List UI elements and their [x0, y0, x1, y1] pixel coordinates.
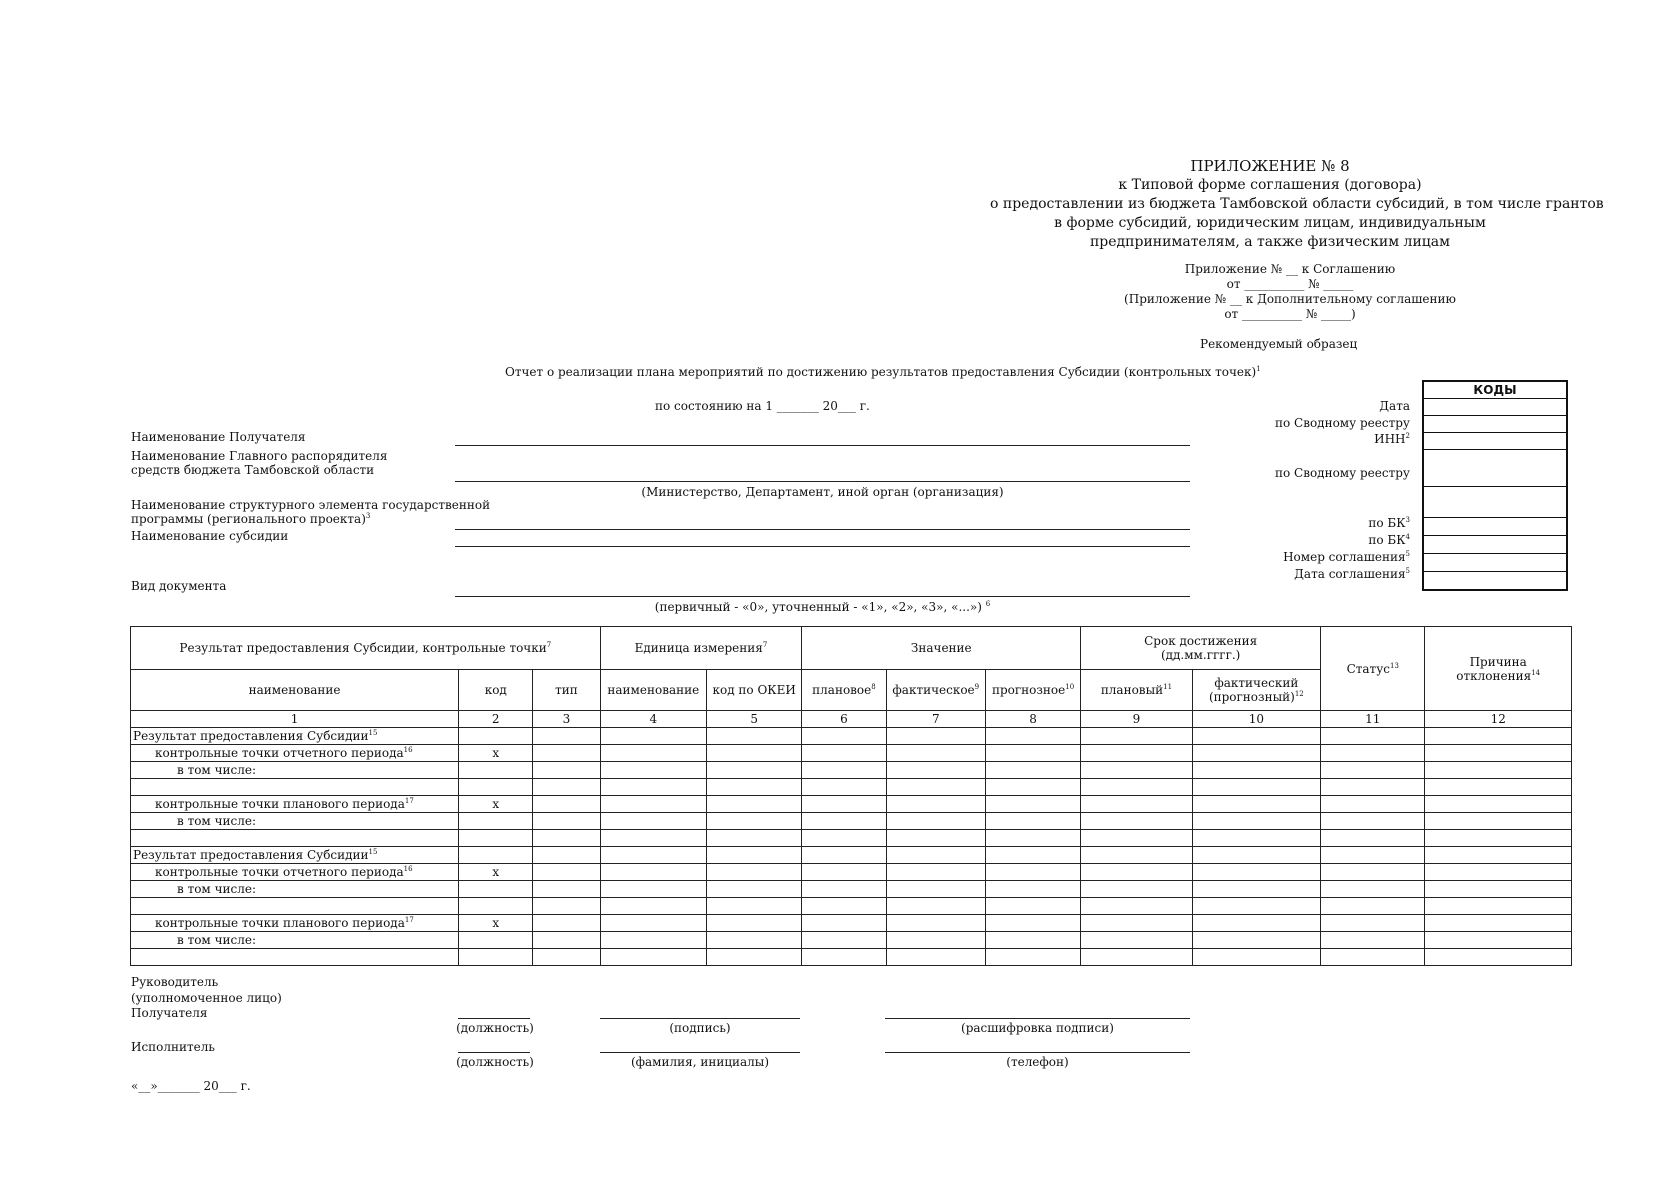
row-value-cell[interactable]	[600, 949, 706, 966]
row-value-cell[interactable]	[985, 830, 1080, 847]
row-value-cell[interactable]	[706, 847, 801, 864]
row-value-cell[interactable]	[706, 949, 801, 966]
row-code-cell[interactable]: x	[459, 745, 533, 762]
row-value-cell[interactable]	[1425, 898, 1572, 915]
row-value-cell[interactable]	[706, 796, 801, 813]
row-value-cell[interactable]	[533, 898, 600, 915]
agreement-appendix-line: (Приложение № __ к Дополнительному соглашению	[1124, 292, 1456, 306]
row-value-cell[interactable]	[600, 932, 706, 949]
row-value-cell[interactable]	[600, 728, 706, 745]
row-value-cell[interactable]	[1321, 830, 1425, 847]
row-value-cell[interactable]	[1321, 728, 1425, 745]
row-value-cell[interactable]	[1425, 745, 1572, 762]
row-code-cell[interactable]: x	[459, 915, 533, 932]
row-value-cell[interactable]	[1425, 830, 1572, 847]
row-value-cell[interactable]	[1192, 830, 1320, 847]
table-row	[131, 813, 1572, 830]
row-value-cell[interactable]	[1081, 762, 1192, 779]
code-registry-cell[interactable]	[1424, 416, 1566, 433]
row-value-cell[interactable]	[802, 813, 886, 830]
column-number: 10	[1192, 711, 1320, 728]
column-number: 7	[886, 711, 985, 728]
doc-type-label: Вид документа	[131, 579, 227, 593]
row-value-cell[interactable]	[985, 779, 1080, 796]
row-value-cell[interactable]	[533, 881, 600, 898]
col-actual-header: фактическое$^9$	[886, 670, 985, 711]
row-value-cell[interactable]	[886, 847, 985, 864]
row-value-cell[interactable]	[1081, 932, 1192, 949]
row-value-cell[interactable]	[1321, 881, 1425, 898]
row-value-cell[interactable]	[600, 881, 706, 898]
row-value-cell[interactable]	[1321, 864, 1425, 881]
row-value-cell[interactable]	[1081, 915, 1192, 932]
report-title	[505, 365, 1261, 379]
row-value-cell[interactable]	[533, 779, 600, 796]
table-row	[131, 864, 1572, 881]
row-value-cell[interactable]	[706, 932, 801, 949]
row-value-cell[interactable]	[600, 813, 706, 830]
column-number: 1	[131, 711, 459, 728]
struct-element-label: Наименование структурного элемента государственной программы (регионального проекта)$^3$	[131, 498, 491, 526]
codes-box	[1422, 380, 1568, 591]
row-value-cell[interactable]	[533, 745, 600, 762]
table-row	[131, 881, 1572, 898]
row-value-cell[interactable]	[1081, 949, 1192, 966]
agreement-appendix-line: Приложение № __ к Соглашению	[1184, 262, 1396, 276]
code-inn-cell[interactable]	[1424, 433, 1566, 450]
executor-name-line[interactable]	[600, 1052, 800, 1053]
row-value-cell[interactable]	[802, 779, 886, 796]
table-row	[131, 728, 1572, 745]
row-code-cell[interactable]	[459, 813, 533, 830]
table-row	[131, 745, 1572, 762]
row-value-cell[interactable]	[600, 796, 706, 813]
code-date-cell[interactable]	[1424, 399, 1566, 416]
row-name-cell[interactable]: Результат предоставления Субсидии$^{15}$	[131, 847, 459, 864]
col-planned-header: плановое$^8$	[802, 670, 886, 711]
column-number: 9	[1081, 711, 1192, 728]
row-name-cell[interactable]	[131, 898, 459, 915]
row-value-cell[interactable]	[886, 864, 985, 881]
row-value-cell[interactable]	[1425, 796, 1572, 813]
column-number: 8	[985, 711, 1080, 728]
row-name-cell[interactable]	[131, 830, 459, 847]
codes-label-bk-1: по $БК^3$	[1368, 516, 1410, 530]
row-value-cell[interactable]	[533, 796, 600, 813]
row-value-cell[interactable]	[802, 915, 886, 932]
row-code-cell[interactable]	[459, 779, 533, 796]
row-value-cell[interactable]	[1321, 762, 1425, 779]
row-value-cell[interactable]	[706, 898, 801, 915]
row-value-cell[interactable]	[985, 847, 1080, 864]
row-value-cell[interactable]	[985, 949, 1080, 966]
col-term-planned-header: плановый$^{11}$	[1081, 670, 1192, 711]
row-value-cell[interactable]	[1321, 932, 1425, 949]
row-value-cell[interactable]	[886, 813, 985, 830]
col-unit-name-header: наименование	[600, 670, 706, 711]
column-number: 6	[802, 711, 886, 728]
row-value-cell[interactable]	[802, 932, 886, 949]
report-title-sup: 1	[1256, 365, 1261, 373]
row-code-cell[interactable]	[459, 881, 533, 898]
recipient-label: Наименование Получателя	[131, 430, 306, 444]
row-value-cell[interactable]	[1425, 864, 1572, 881]
reason-header: Причина отклонения$^{14}$	[1425, 627, 1572, 711]
row-value-cell[interactable]	[1425, 762, 1572, 779]
recommended-sample: Рекомендуемый образец	[1200, 337, 1358, 351]
manager-label: Наименование Главного распорядителя средств бюджета Тамбовской области	[131, 449, 388, 477]
row-value-cell[interactable]	[1081, 813, 1192, 830]
row-name-cell[interactable]: в том числе:	[131, 762, 459, 779]
row-name-cell[interactable]: контрольные точки планового периода$^{17}$	[131, 796, 459, 813]
row-value-cell[interactable]	[1425, 949, 1572, 966]
row-value-cell[interactable]	[1321, 796, 1425, 813]
row-value-cell[interactable]	[1321, 898, 1425, 915]
row-value-cell[interactable]	[985, 728, 1080, 745]
code-registry-2-cell[interactable]	[1424, 450, 1566, 487]
appendix-title: ПРИЛОЖЕНИЕ № 8	[1190, 157, 1350, 175]
column-number: 5	[706, 711, 801, 728]
status-header: Статус$^{13}$	[1321, 627, 1425, 711]
agreement-appendix-line: от __________ № _____)	[1224, 307, 1356, 321]
codes-title: КОДЫ	[1424, 382, 1566, 399]
row-name-cell[interactable]: контрольные точки планового периода$^{17}$	[131, 915, 459, 932]
row-value-cell[interactable]	[1425, 847, 1572, 864]
row-value-cell[interactable]	[706, 915, 801, 932]
row-value-cell[interactable]	[706, 762, 801, 779]
row-value-cell[interactable]	[1425, 813, 1572, 830]
table-row	[131, 915, 1572, 932]
manager-field-line[interactable]	[455, 481, 1190, 482]
col-term-actual-header: фактический (прогнозный)$^{12}$	[1192, 670, 1320, 711]
row-value-cell[interactable]	[706, 813, 801, 830]
col-okei-header: код по ОКЕИ	[706, 670, 801, 711]
row-value-cell[interactable]	[802, 728, 886, 745]
row-value-cell[interactable]	[985, 881, 1080, 898]
row-value-cell[interactable]	[1425, 915, 1572, 932]
row-value-cell[interactable]	[706, 745, 801, 762]
row-value-cell[interactable]	[886, 898, 985, 915]
row-value-cell[interactable]	[1081, 898, 1192, 915]
row-value-cell[interactable]	[1321, 847, 1425, 864]
row-value-cell[interactable]	[886, 915, 985, 932]
doc-type-hint: (первичный - «0», уточненный - «1», «2», «3», «...») $^6$	[654, 600, 991, 614]
row-name-cell[interactable]: Результат предоставления Субсидии$^{15}$	[131, 728, 459, 745]
row-value-cell[interactable]	[985, 932, 1080, 949]
row-value-cell[interactable]	[886, 796, 985, 813]
executor-label: Исполнитель	[131, 1040, 215, 1054]
row-value-cell[interactable]	[886, 745, 985, 762]
row-value-cell[interactable]	[533, 932, 600, 949]
column-number: 11	[1321, 711, 1425, 728]
row-value-cell[interactable]	[706, 881, 801, 898]
row-value-cell[interactable]	[1425, 728, 1572, 745]
table-row	[131, 898, 1572, 915]
row-name-cell[interactable]: в том числе:	[131, 813, 459, 830]
codes-label-registry: по Сводному реестру	[1274, 416, 1410, 430]
row-value-cell[interactable]	[802, 898, 886, 915]
row-value-cell[interactable]	[1081, 847, 1192, 864]
row-value-cell[interactable]	[600, 898, 706, 915]
row-value-cell[interactable]	[802, 881, 886, 898]
row-value-cell[interactable]	[1192, 949, 1320, 966]
appendix-subtitle: о предоставлении из бюджета Тамбовской области субсидий, в том числе грантов	[990, 196, 1604, 212]
row-value-cell[interactable]	[1081, 779, 1192, 796]
row-code-cell[interactable]	[459, 898, 533, 915]
row-value-cell[interactable]	[706, 728, 801, 745]
row-value-cell[interactable]	[1321, 745, 1425, 762]
row-value-cell[interactable]	[600, 864, 706, 881]
group-term-header: Срок достижения (дд.мм.гггг.)	[1081, 627, 1321, 670]
executor-phone-line[interactable]	[885, 1052, 1190, 1053]
row-value-cell[interactable]	[886, 728, 985, 745]
row-value-cell[interactable]	[802, 847, 886, 864]
row-code-cell[interactable]	[459, 728, 533, 745]
row-value-cell[interactable]	[886, 830, 985, 847]
row-value-cell[interactable]	[533, 728, 600, 745]
agreement-appendix-block	[1080, 262, 1500, 322]
recipient-field-line[interactable]	[455, 445, 1190, 446]
row-code-cell[interactable]	[459, 949, 533, 966]
row-value-cell[interactable]	[886, 762, 985, 779]
appendix-subtitle: к Типовой форме соглашения (договора)	[1118, 177, 1422, 193]
row-code-cell[interactable]	[459, 847, 533, 864]
column-number: 4	[600, 711, 706, 728]
row-name-cell[interactable]	[131, 949, 459, 966]
col-type-header: тип	[533, 670, 600, 711]
row-value-cell[interactable]	[1192, 898, 1320, 915]
struct-field-line[interactable]	[455, 529, 1190, 530]
row-value-cell[interactable]	[1081, 796, 1192, 813]
row-value-cell[interactable]	[1192, 745, 1320, 762]
agreement-appendix-line: от __________ № _____	[1226, 277, 1354, 291]
appendix-header	[990, 157, 1604, 252]
row-value-cell[interactable]	[1321, 915, 1425, 932]
column-numbers-row	[131, 711, 1572, 728]
codes-label-bk-2: по $БК^4$	[1368, 533, 1410, 547]
code-empty-cell[interactable]	[1424, 487, 1566, 518]
column-number: 12	[1425, 711, 1572, 728]
row-code-cell[interactable]	[459, 830, 533, 847]
row-value-cell[interactable]	[985, 898, 1080, 915]
row-value-cell[interactable]	[600, 779, 706, 796]
row-value-cell[interactable]	[1081, 864, 1192, 881]
row-name-cell[interactable]: в том числе:	[131, 881, 459, 898]
row-value-cell[interactable]	[1081, 728, 1192, 745]
row-value-cell[interactable]	[533, 813, 600, 830]
group-value-header: Значение	[802, 627, 1081, 670]
row-value-cell[interactable]	[600, 830, 706, 847]
appendix-subtitle: в форме субсидий, юридическим лицам, индивидуальным	[1054, 215, 1486, 231]
row-name-cell[interactable]: в том числе:	[131, 932, 459, 949]
appendix-subtitle: предпринимателям, а также физическим лицам	[1089, 234, 1451, 250]
row-name-cell[interactable]: контрольные точки отчетного периода$^{16}$	[131, 745, 459, 762]
row-value-cell[interactable]	[600, 915, 706, 932]
row-value-cell[interactable]	[985, 915, 1080, 932]
phone-hint: (телефон)	[1006, 1055, 1069, 1069]
row-value-cell[interactable]	[985, 864, 1080, 881]
codes-label-registry-2: по Сводному реестру	[1274, 466, 1410, 480]
row-value-cell[interactable]	[1192, 728, 1320, 745]
group-result-header: Результат предоставления Субсидии, контрольные точки$^7$	[131, 627, 601, 670]
decoding-hint: (расшифровка подписи)	[961, 1021, 1114, 1035]
row-value-cell[interactable]	[1192, 813, 1320, 830]
column-number: 2	[459, 711, 533, 728]
results-table	[130, 626, 1572, 966]
signature-line[interactable]	[600, 1018, 800, 1019]
codes-label-agreement-date: Дата соглашения$^5$	[1294, 567, 1410, 581]
row-value-cell[interactable]	[1192, 847, 1320, 864]
code-bk-2-cell[interactable]	[1424, 536, 1566, 554]
row-value-cell[interactable]	[985, 762, 1080, 779]
name-initials-hint: (фамилия, инициалы)	[630, 1055, 770, 1069]
row-code-cell[interactable]	[459, 762, 533, 779]
doc-type-field-line[interactable]	[455, 596, 1190, 597]
row-value-cell[interactable]	[886, 881, 985, 898]
code-bk-1-cell[interactable]	[1424, 518, 1566, 536]
row-value-cell[interactable]	[1192, 915, 1320, 932]
column-number: 3	[533, 711, 600, 728]
row-value-cell[interactable]	[706, 830, 801, 847]
table-row	[131, 796, 1572, 813]
table-row	[131, 762, 1572, 779]
row-value-cell[interactable]	[1425, 881, 1572, 898]
codes-label-inn: ИНН$^2$	[1374, 432, 1410, 446]
row-code-cell[interactable]: x	[459, 796, 533, 813]
table-row	[131, 949, 1572, 966]
row-value-cell[interactable]	[1192, 779, 1320, 796]
table-row	[131, 932, 1572, 949]
executor-position-line[interactable]	[458, 1052, 530, 1053]
row-value-cell[interactable]	[886, 779, 985, 796]
col-forecast-header: прогнозное$^{10}$	[985, 670, 1080, 711]
row-value-cell[interactable]	[985, 796, 1080, 813]
row-name-cell[interactable]: контрольные точки отчетного периода$^{16}$	[131, 864, 459, 881]
row-value-cell[interactable]	[1192, 864, 1320, 881]
report-title-text: Отчет о реализации плана мероприятий по достижению результатов предоставления Субсидии (контрольных точек)	[505, 365, 1257, 379]
row-name-cell[interactable]	[131, 779, 459, 796]
row-value-cell[interactable]	[886, 949, 985, 966]
row-value-cell[interactable]	[802, 762, 886, 779]
row-value-cell[interactable]	[1192, 762, 1320, 779]
col-name-header: наименование	[131, 670, 459, 711]
row-value-cell[interactable]	[1321, 813, 1425, 830]
row-value-cell[interactable]	[533, 949, 600, 966]
row-code-cell[interactable]	[459, 932, 533, 949]
position-hint: (должность)	[456, 1021, 534, 1035]
code-agreement-date-cell[interactable]	[1424, 572, 1566, 589]
row-value-cell[interactable]	[985, 745, 1080, 762]
row-value-cell[interactable]	[600, 762, 706, 779]
row-value-cell[interactable]	[533, 915, 600, 932]
signature-date-line: «__»_______ 20___ г.	[131, 1079, 251, 1093]
manager-hint: (Министерство, Департамент, иной орган (организация)	[641, 485, 1004, 499]
row-value-cell[interactable]	[802, 864, 886, 881]
table-row	[131, 847, 1572, 864]
table-row	[131, 830, 1572, 847]
row-value-cell[interactable]	[706, 779, 801, 796]
row-value-cell[interactable]	[533, 762, 600, 779]
row-value-cell[interactable]	[886, 932, 985, 949]
report-date-line: по состоянию на 1 _______ 20___ г.	[655, 399, 870, 413]
row-value-cell[interactable]	[1192, 881, 1320, 898]
row-value-cell[interactable]	[1425, 779, 1572, 796]
head-label: Руководитель (уполномоченное лицо) Получателя	[131, 975, 282, 1020]
subsidy-field-line[interactable]	[455, 546, 1190, 547]
code-agreement-number-cell[interactable]	[1424, 554, 1566, 572]
executor-position-hint: (должность)	[456, 1055, 534, 1069]
signature-hint: (подпись)	[669, 1021, 731, 1035]
codes-label-agreement-number: Номер соглашения$^5$	[1283, 550, 1410, 564]
row-code-cell[interactable]: x	[459, 864, 533, 881]
group-unit-header: Единица измерения$^7$	[600, 627, 802, 670]
row-value-cell[interactable]	[533, 847, 600, 864]
col-code-header: код	[459, 670, 533, 711]
row-value-cell[interactable]	[600, 847, 706, 864]
row-value-cell[interactable]	[1081, 881, 1192, 898]
row-value-cell[interactable]	[600, 745, 706, 762]
table-row	[131, 779, 1572, 796]
subsidy-label: Наименование субсидии	[131, 529, 289, 543]
decoding-signature-line[interactable]	[885, 1018, 1190, 1019]
position-signature-line[interactable]	[458, 1018, 530, 1019]
row-value-cell[interactable]	[533, 864, 600, 881]
row-value-cell[interactable]	[533, 830, 600, 847]
row-value-cell[interactable]	[1081, 745, 1192, 762]
row-value-cell[interactable]	[985, 813, 1080, 830]
row-value-cell[interactable]	[802, 949, 886, 966]
row-value-cell[interactable]	[1192, 932, 1320, 949]
row-value-cell[interactable]	[802, 745, 886, 762]
row-value-cell[interactable]	[802, 796, 886, 813]
row-value-cell[interactable]	[1425, 932, 1572, 949]
row-value-cell[interactable]	[706, 864, 801, 881]
row-value-cell[interactable]	[1081, 830, 1192, 847]
row-value-cell[interactable]	[1321, 779, 1425, 796]
row-value-cell[interactable]	[1321, 949, 1425, 966]
codes-label-date: Дата	[1379, 399, 1410, 413]
row-value-cell[interactable]	[1192, 796, 1320, 813]
row-value-cell[interactable]	[802, 830, 886, 847]
